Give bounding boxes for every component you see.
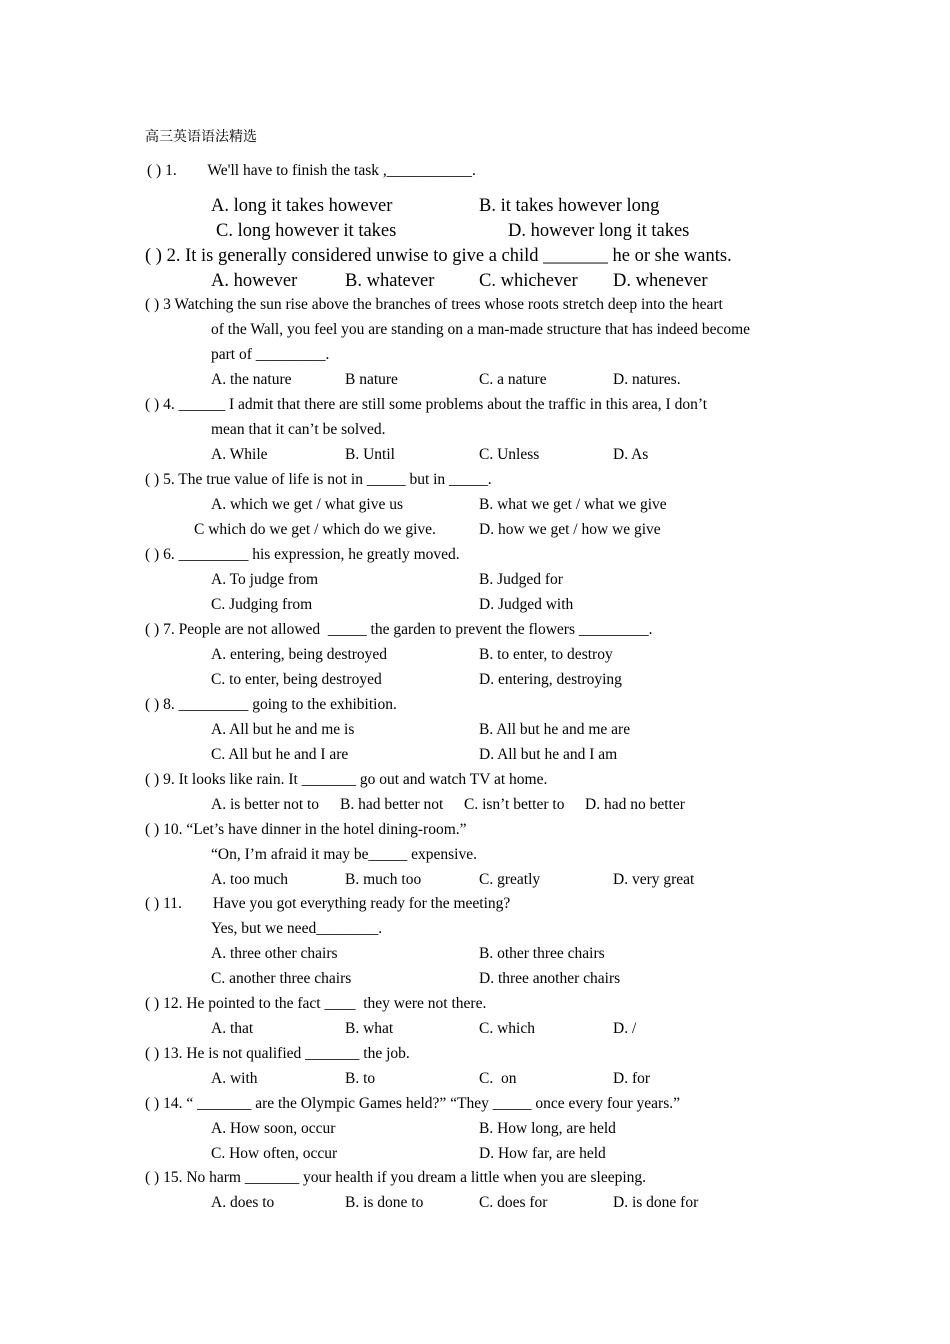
question-12-option-c: C. which [479,1020,535,1037]
question-2-stem: ( ) 2. It is generally considered unwise to give a child _______ he or she wants. [145,246,732,266]
question-2-option-d: D. whenever [613,271,708,291]
question-10-stem-line-2: “On, I’m afraid it may be_____ expensive. [211,846,477,863]
question-15-option-a: A. does to [211,1194,275,1211]
question-5-option-b: B. what we get / what we give [479,496,667,513]
question-9-option-a: A. is better not to [211,796,320,813]
question-13-option-c: C. on [479,1070,517,1087]
question-2-option-b: B. whatever [345,271,435,291]
question-5-option-d: D. how we get / how we give [479,521,661,538]
question-13-option-d: D. for [613,1070,651,1087]
question-4-option-d: D. As [613,446,649,463]
question-11-option-c: C. another three chairs [211,970,352,987]
question-13-option-b: B. to [345,1070,376,1087]
question-10-stem-line-1: ( ) 10. “Let’s have dinner in the hotel dining-room.” [145,821,467,838]
question-15-option-c: C. does for [479,1194,548,1211]
question-10-option-d: D. very great [613,871,695,888]
question-14-option-a: A. How soon, occur [211,1120,336,1137]
question-1-option-a: A. long it takes however [211,196,393,216]
question-7-option-a: A. entering, being destroyed [211,646,388,663]
question-1-stem: ( ) 1. We'll have to finish the task ,___________. [147,162,476,179]
question-6-option-a: A. To judge from [211,571,319,588]
question-10-option-a: A. too much [211,871,289,888]
question-6-stem: ( ) 6. _________ his expression, he greatly moved. [145,546,460,563]
question-14-option-b: B. How long, are held [479,1120,616,1137]
question-7-stem: ( ) 7. People are not allowed _____ the garden to prevent the flowers _________. [145,621,653,638]
question-13-stem: ( ) 13. He is not qualified _______ the job. [145,1045,410,1062]
question-3-stem-line-3: part of _________. [211,346,330,363]
question-12-stem: ( ) 12. He pointed to the fact ____ they were not there. [145,995,487,1012]
question-15-option-d: D. is done for [613,1194,699,1211]
question-7-option-c: C. to enter, being destroyed [211,671,382,688]
document-title: 高三英语语法精选 [145,129,257,145]
question-13-option-a: A. with [211,1070,258,1087]
question-10-option-b: B. much too [345,871,422,888]
question-4-stem-line-1: ( ) 4. ______ I admit that there are still some problems about the traffic in this area, I don’t [145,396,708,413]
question-3-option-c: C. a nature [479,371,547,388]
question-7-option-b: B. to enter, to destroy [479,646,613,663]
question-4-stem-line-2: mean that it can’t be solved. [211,421,386,438]
question-9-option-d: D. had no better [585,796,685,813]
question-8-option-c: C. All but he and I are [211,746,349,763]
question-9-option-b: B. had better not [340,796,444,813]
question-3-option-d: D. natures. [613,371,681,388]
question-4-option-c: C. Unless [479,446,540,463]
question-2-option-a: A. however [211,271,298,291]
question-5-stem: ( ) 5. The true value of life is not in _____ but in _____. [145,471,492,488]
question-12-option-a: A. that [211,1020,254,1037]
question-11-option-a: A. three other chairs [211,945,338,962]
question-11-option-d: D. three another chairs [479,970,621,987]
question-12-option-b: B. what [345,1020,394,1037]
question-1-option-b: B. it takes however long [479,196,660,216]
question-5-option-a: A. which we get / what give us [211,496,403,513]
question-9-option-c: C. isn’t better to [464,796,565,813]
question-3-option-a: A. the nature [211,371,292,388]
question-11-stem-line-2: Yes, but we need________. [211,920,383,937]
question-14-option-d: D. How far, are held [479,1145,606,1162]
question-2-option-c: C. whichever [479,271,578,291]
question-15-option-b: B. is done to [345,1194,424,1211]
question-8-option-a: A. All but he and me is [211,721,355,738]
question-6-option-b: B. Judged for [479,571,563,588]
question-14-option-c: C. How often, occur [211,1145,338,1162]
question-8-option-d: D. All but he and I am [479,746,618,763]
question-3-stem-line-2: of the Wall, you feel you are standing on a man-made structure that has indeed become [211,321,751,338]
question-1-option-d: D. however long it takes [508,221,690,241]
question-5-option-c: C which do we get / which do we give. [194,521,436,538]
question-3-option-b: B nature [345,371,398,388]
question-3-stem-line-1: ( ) 3 Watching the sun rise above the branches of trees whose roots stretch deep into the heart [145,296,723,313]
question-4-option-b: B. Until [345,446,395,463]
question-12-option-d: D. / [613,1020,637,1037]
question-7-option-d: D. entering, destroying [479,671,622,688]
question-14-stem: ( ) 14. “ _______ are the Olympic Games held?” “They _____ once every four years.” [145,1095,680,1112]
question-10-option-c: C. greatly [479,871,541,888]
question-11-option-b: B. other three chairs [479,945,605,962]
question-15-stem: ( ) 15. No harm _______ your health if you dream a little when you are sleeping. [145,1169,647,1186]
question-6-option-d: D. Judged with [479,596,574,613]
question-8-option-b: B. All but he and me are [479,721,631,738]
question-9-stem: ( ) 9. It looks like rain. It _______ go out and watch TV at home. [145,771,548,788]
question-4-option-a: A. While [211,446,268,463]
question-6-option-c: C. Judging from [211,596,313,613]
question-8-stem: ( ) 8. _________ going to the exhibition. [145,696,397,713]
question-1-option-c: C. long however it takes [216,221,397,241]
question-11-stem-line-1: ( ) 11. Have you got everything ready for the meeting? [145,895,511,912]
